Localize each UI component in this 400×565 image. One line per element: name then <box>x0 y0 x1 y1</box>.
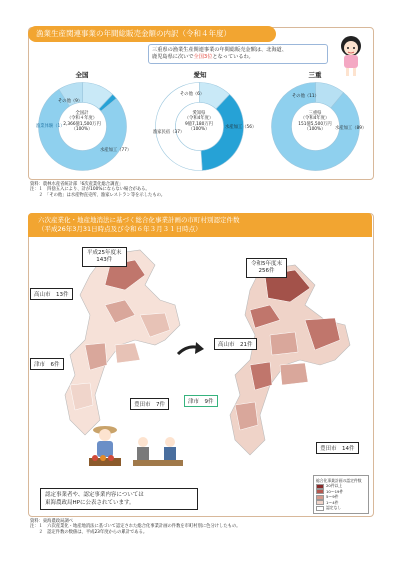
legend-item <box>316 505 366 511</box>
map-legend <box>313 475 369 514</box>
callout-text-3: となっているわ。 <box>212 54 254 60</box>
center-line: （令和４年度） <box>66 116 98 122</box>
mascot-callout <box>148 44 328 64</box>
note-line: ２ 「その他」は水産物直売所、漁家レストラン等を示したもの。 <box>30 192 166 198</box>
label-tsu-left: 津市 6件 <box>30 358 64 370</box>
legend-swatch <box>316 484 324 489</box>
chart-title-aichi: 愛知 <box>193 71 207 79</box>
legend-label: 5〜9件 <box>326 494 339 499</box>
center-line: （100%） <box>71 127 93 133</box>
farmer-illustration <box>85 422 125 470</box>
callout-text-2: 鹿児島県に次いで <box>152 54 194 60</box>
segment-label: 水産加工（56） <box>225 125 257 130</box>
center-line: （100%） <box>188 127 210 133</box>
label-toyota-left: 豊田市 7件 <box>130 398 169 410</box>
center-line: 151億5,500万円 <box>298 121 332 127</box>
center-line: （令和4年度） <box>300 116 330 122</box>
note-line: 注：１ 六次産業化・地産地消法に基づいて認定された総合化事業計画の件数を市町村別に色分けしたもの。 <box>30 524 241 530</box>
center-line: 全国計 <box>75 111 89 116</box>
legend-label: 認定なし <box>326 505 342 510</box>
box-reiwa5 <box>246 258 287 278</box>
segment-label: その他（9） <box>58 99 83 104</box>
donut-center-mie <box>290 111 340 133</box>
sales-breakdown-header: 漁業生産関連事業の年間総販売金額の内訳（令和４年度） <box>28 26 276 42</box>
legend-label: 10〜19件 <box>326 488 344 494</box>
chart-title-national: 全国 <box>75 71 89 79</box>
callout-text-1: 三重県の漁業生産関連事業の年間総販売金額は、北海道、 <box>152 47 287 53</box>
legend-swatch <box>316 506 324 511</box>
center-line: （令和4年度） <box>184 116 214 122</box>
header-line: 六次産業化・地産地消法に基づく総合化事業計画の市町村別認定件数 <box>38 216 240 224</box>
header-line: （平成26年3月31日時点及び令和６年３月３１日時点） <box>38 224 202 233</box>
note-line: 資料：東海農政局調べ <box>30 519 73 524</box>
box-line: 256件 <box>258 268 275 274</box>
segment-label: その他（11） <box>292 94 319 99</box>
segment-label: 漁業体験（1） <box>36 124 65 129</box>
center-line: 9億7,180万円 <box>185 121 213 127</box>
certification-header <box>38 216 240 233</box>
section1-notes <box>30 182 370 198</box>
legend-title: 総合化事業計画の認定件数 <box>316 478 362 483</box>
map-reiwa5 <box>210 260 370 470</box>
note-line: 注：１ 四捨五入により、計が100%にならない場合がある。 <box>30 187 150 193</box>
segment-label: その他（6） <box>180 92 205 97</box>
center-line: 2,366億1,500万円 <box>63 121 101 127</box>
legend-label: 20件以上 <box>326 483 343 488</box>
label-tsu-right: 津市 9件 <box>184 395 218 407</box>
segment-label: 水産加工（77） <box>100 148 132 153</box>
box-line: 143件 <box>96 257 113 263</box>
notice-line: 認定事業者や、認定事業内容については <box>45 492 144 498</box>
box-heisei25 <box>82 247 127 267</box>
note-line: ２ 認定件数の数値は、平成23年度からの累計である。 <box>30 529 148 535</box>
legend-label: 1〜4件 <box>326 499 339 505</box>
box-line: 令和5年度末 <box>251 261 282 267</box>
arrow-right-icon <box>176 340 206 360</box>
chart-title-mie: 三重 <box>308 71 322 79</box>
center-line: 愛知県 <box>192 111 206 116</box>
notice-box <box>40 488 198 510</box>
note-line: 資料：農林水産省統計部「6次産業化総合調査」 <box>30 182 123 187</box>
segment-label: 漁家民宿（37） <box>153 130 185 135</box>
center-line: 三重県 <box>308 111 322 116</box>
legend-swatch <box>316 495 324 500</box>
label-toyota-right: 豊田市 14件 <box>316 442 359 454</box>
callout-highlight: 全国3位 <box>193 54 213 60</box>
box-line: 平成25年度末 <box>87 250 122 256</box>
fisher-illustration <box>128 432 188 472</box>
segment-label: 水産加工（89） <box>335 126 367 131</box>
section2-notes <box>30 519 375 535</box>
label-takayama-right: 高山市 21件 <box>214 338 257 350</box>
center-line: （100%） <box>304 127 326 133</box>
notice-line: 東海農政局HPに公表されています。 <box>45 500 135 506</box>
label-takayama-left: 高山市 13件 <box>30 288 73 300</box>
